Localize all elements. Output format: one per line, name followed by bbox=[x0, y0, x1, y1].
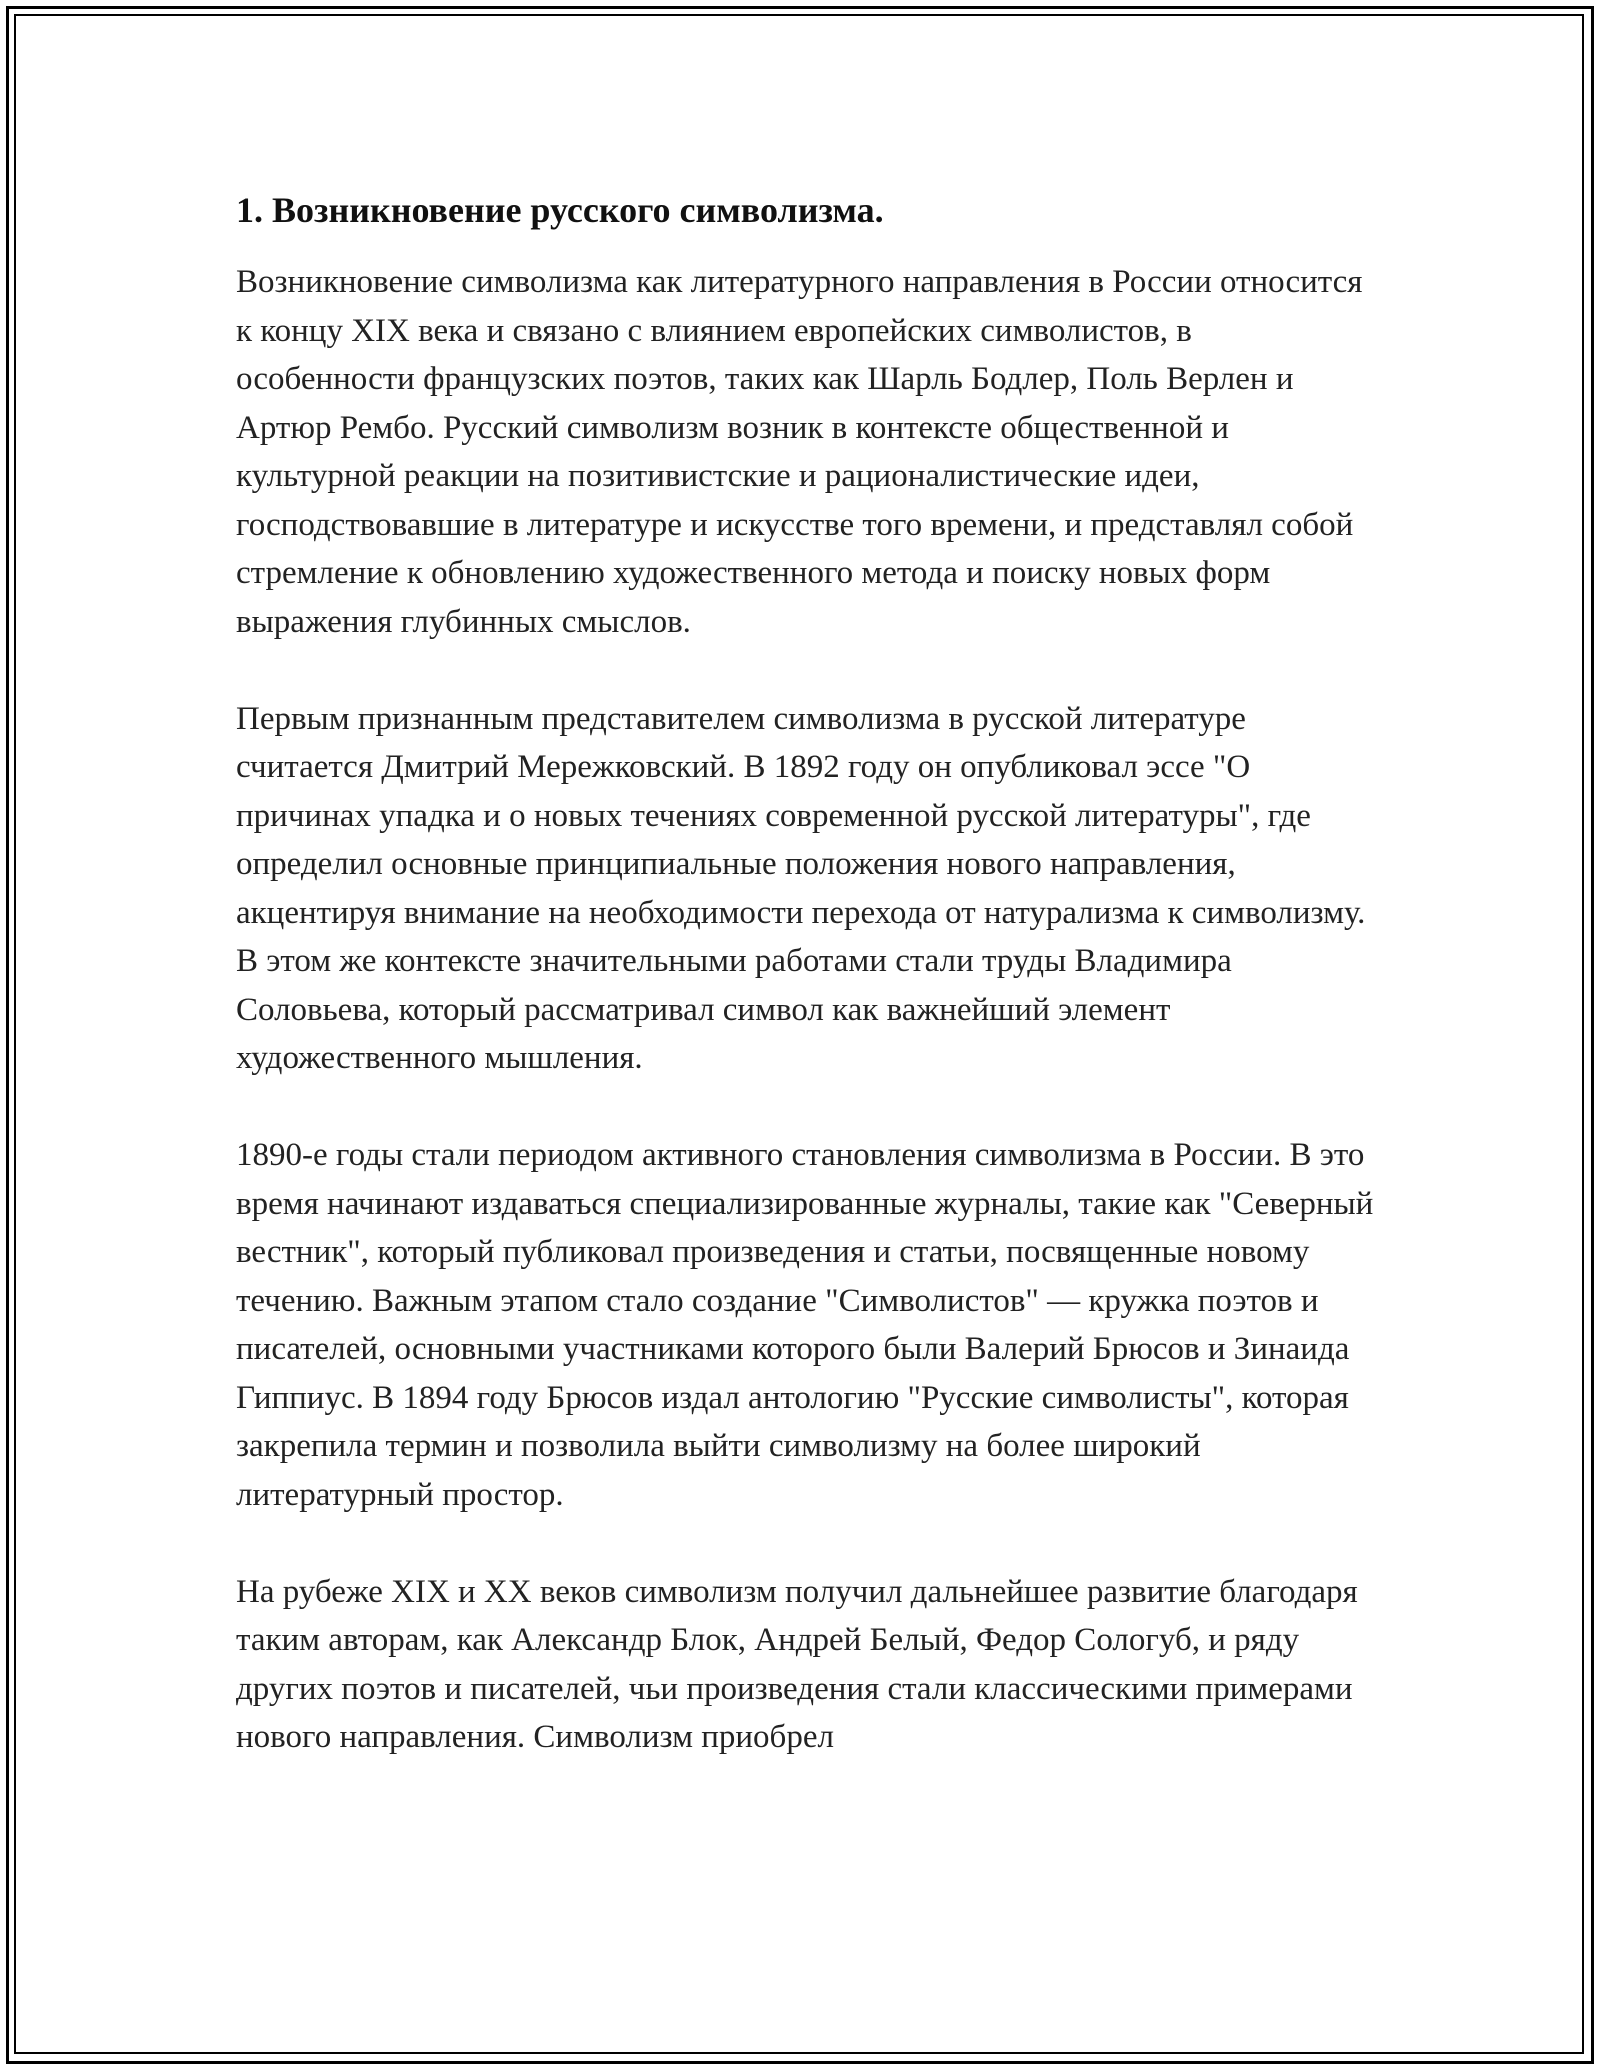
paragraph-merezhkovsky: Первым признанным представителем символизма в русской литературе считается Дмитрий Мережковский. В 1892 году он опубликовал эссе "О причинах упадка и о новых течениях современной русской литературы", где определил основные принципиальные положения нового направления, акцентируя внимание на необходимости перехода от натурализма к символизму. В этом же контексте значительными работами стали труды Владимира Соловьева, который рассматривал символ как важнейший элемент художественного мышления. bbox=[236, 700, 1366, 1076]
section-heading: 1. Возникновение русского символизма. bbox=[236, 190, 884, 230]
paragraph-turn-of-century: На рубеже XIX и XX веков символизм получил дальнейшее развитие благодаря таким авторам, как Александр Блок, Андрей Белый, Федор Сологуб, и ряду других поэтов и писателей, чьи произведения стали классическими примерами нового направления. Символизм приобрел bbox=[236, 1573, 1358, 1755]
paragraph-origins: Возникновение символизма как литературного направления в России относится к концу XIX века и связано с влиянием европейских символистов, в особенности французских поэтов, таких как Шарль Бодлер, Поль Верлен и Артюр Рембо. Русский символизм возник в контексте общественной и культурной реакции на позитивистские и рационалистические идеи, господствовавшие в литературе и искусстве того времени, и представлял собой стремление к обновлению художественного метода и поиску новых форм выражения глубинных смыслов. bbox=[236, 264, 1363, 640]
paragraph-1890s: 1890-е годы стали периодом активного становления символизма в России. В это время начинают издаваться специализированные журналы, такие как "Северный вестник", который публиковал произведения и статьи, посвященные новому течению. Важным этапом стало создание "Символистов" — кружка поэтов и писателей, основными участниками которого были Валерий Брюсов и Зинаида Гиппиус. В 1894 году Брюсов издал антологию "Русские символисты", которая закрепила термин и позволила выйти символизму на более широкий литературный простор. bbox=[236, 1137, 1374, 1513]
document-body bbox=[236, 188, 1376, 1762]
